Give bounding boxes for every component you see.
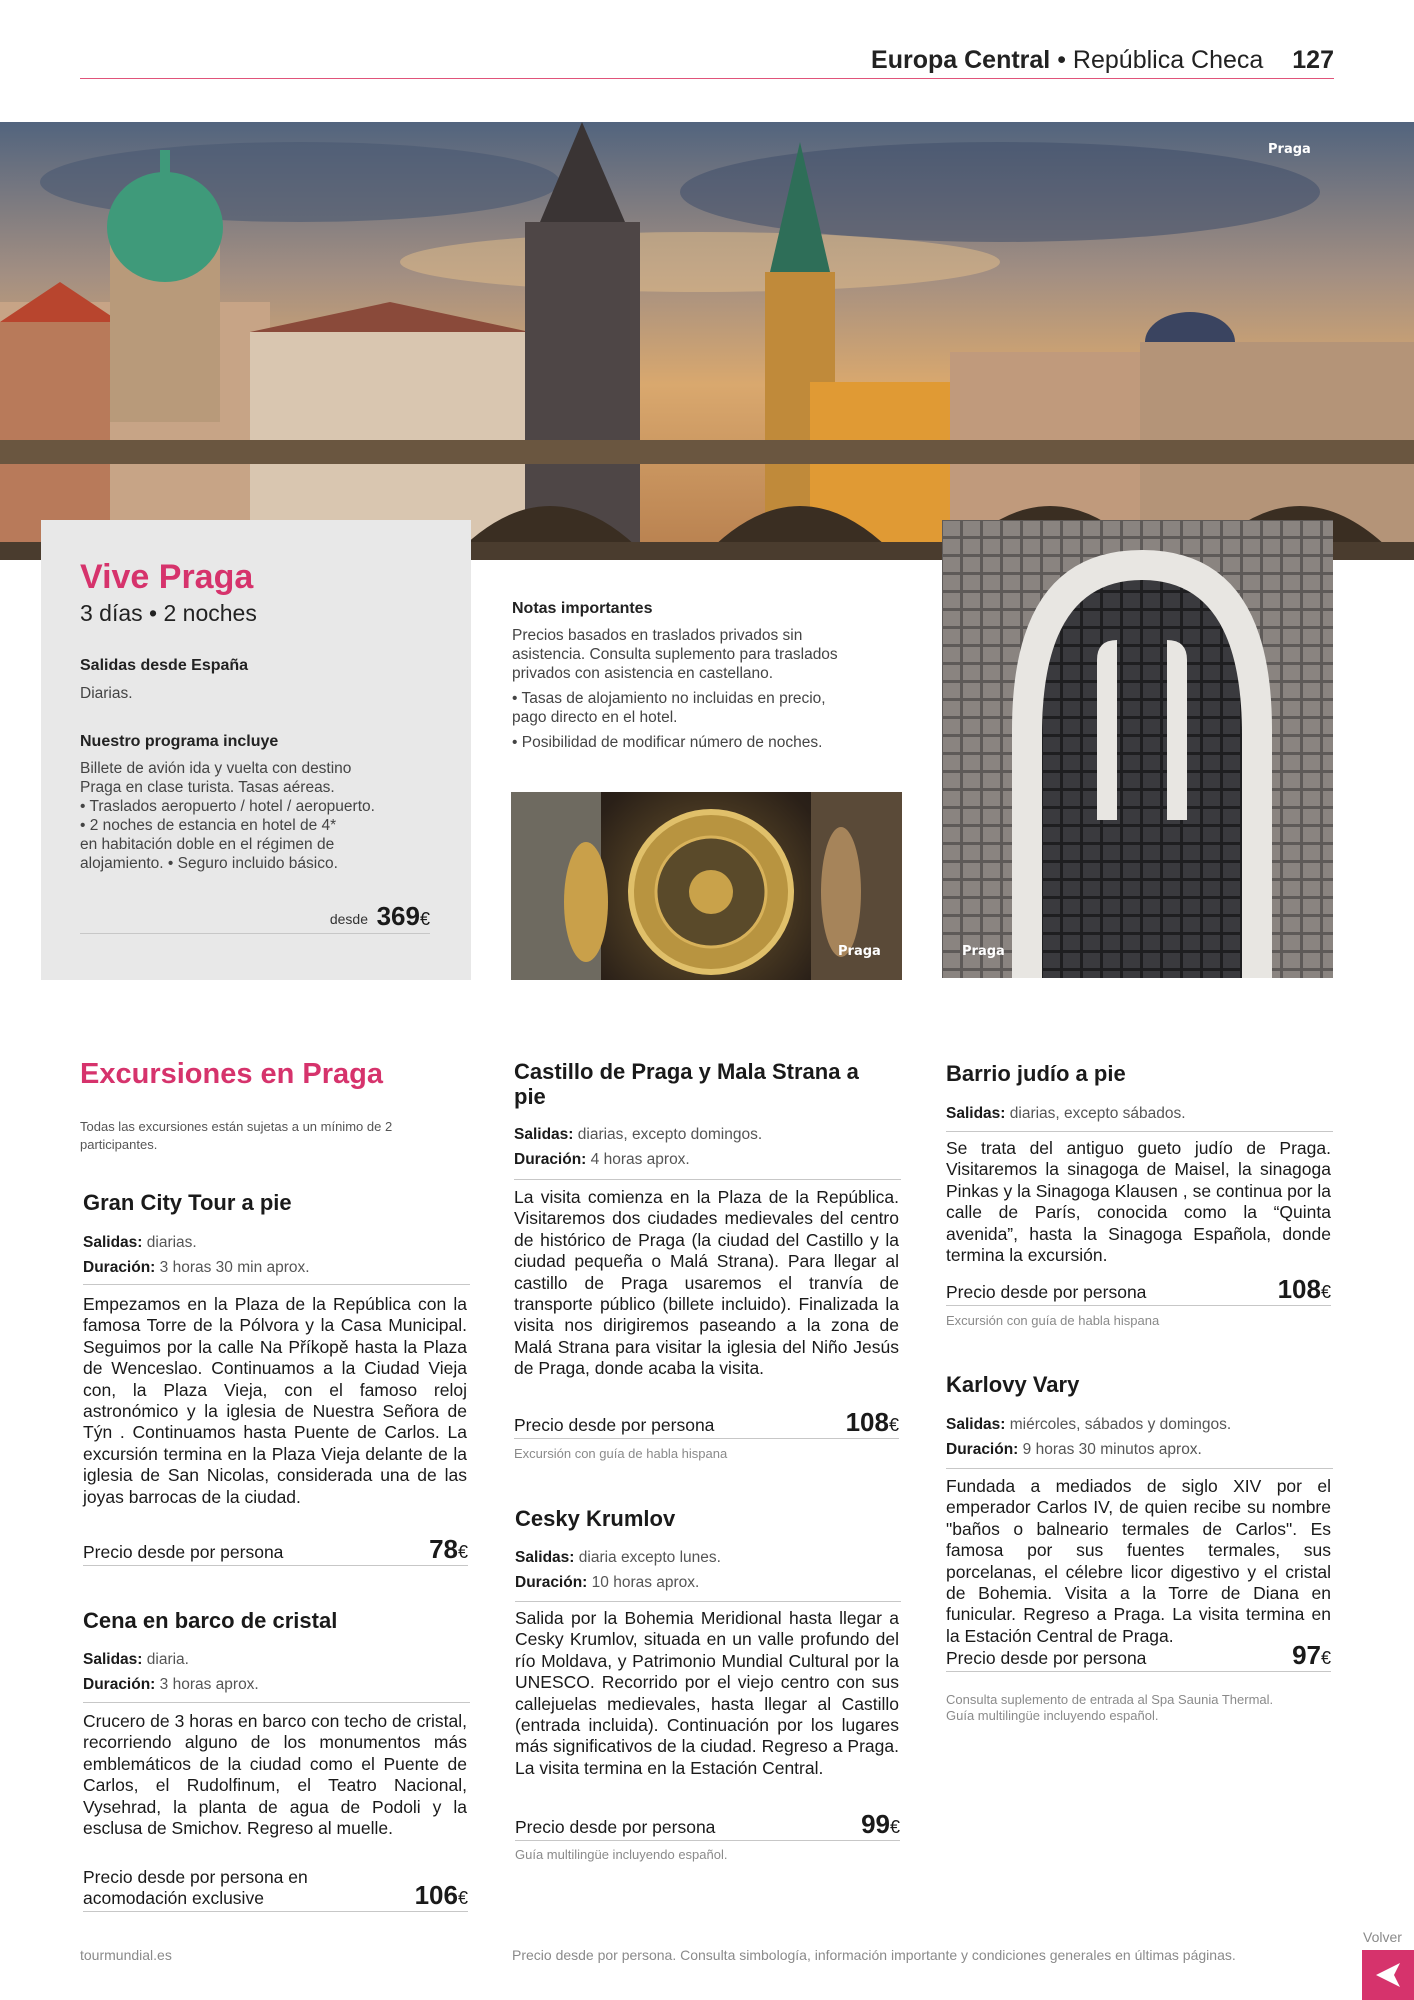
excursion-description: Crucero de 3 horas en barco con techo de cristal, recorriendo alguno de los monumentos más emblemáticos de la ciudad como el Puente de Carlos, el Rudolfinum, el Teatro Nacional, Vysehrad, la planta de agua de Podoli y la esclusa de Smichov. Regreso al muelle.: [83, 1711, 467, 1839]
includes-line: • Traslados aeropuerto / hotel / aeropuerto.: [80, 798, 375, 815]
duracion-label: Duración:: [514, 1151, 587, 1168]
excursion-duration: [514, 1147, 690, 1172]
excursion-description: Fundada a mediados de siglo XIV por el emperador Carlos IV, de quien recibe su nombre "baños o balneario termales de Carlos". Es famosa por sus fuentes termales, sus porcelanas, el célebre licor digestivo y el cristal de Bohemia. Visita a la Torre de Diana en funicular. Regreso a Praga. La visita termina en la Estación Central de Praga.: [946, 1476, 1331, 1646]
price-prefix: desde: [329, 911, 368, 927]
salidas-label: Salidas:: [83, 1234, 143, 1251]
excursion-title: Cena en barco de cristal: [83, 1608, 338, 1633]
duracion-value: 3 horas 30 min aprox.: [159, 1259, 310, 1276]
excursion-departures: [83, 1647, 189, 1672]
includes-list: [80, 759, 460, 873]
price-label: Precio desde por persona: [514, 1415, 715, 1435]
prague-skyline-illustration: [0, 122, 1414, 560]
excursion-departures: [515, 1545, 721, 1570]
excursion-description: Se trata del antiguo gueto judío de Praga. Visitaremos la sinagoga de Maisel, la sinagoga Pinkas y la Sinagoga Klausen , se continua por la calle de París, conocida como la “Quinta avenida”, hasta la Sinagoga Española, donde termina la excursión.: [946, 1138, 1331, 1266]
divider: [515, 1601, 901, 1602]
price-label: Precio desde por persona en acomodación exclusive: [83, 1867, 308, 1908]
notes-line: pago directo en el hotel.: [512, 709, 678, 726]
salidas-value: diarias, excepto domingos.: [577, 1126, 763, 1143]
price-currency: €: [1320, 1648, 1331, 1668]
astronomical-clock-photo: [511, 792, 902, 980]
excursion-duration: [83, 1672, 259, 1697]
trip-price-currency: €: [419, 909, 430, 929]
price-value: 78: [429, 1534, 458, 1564]
trip-price-value: 369: [376, 901, 420, 931]
price-value: 106: [414, 1880, 458, 1910]
salidas-value: diarias, excepto sábados.: [1009, 1105, 1186, 1122]
guide-note: Consulta suplemento de entrada al Spa Saunia Thermal. Guía multilingüe incluyendo español.: [946, 1692, 1274, 1723]
excursion-price: [415, 1880, 468, 1911]
excursion-departures: [946, 1101, 1186, 1126]
excursion-title: Cesky Krumlov: [515, 1506, 676, 1531]
excursion-price: [861, 1809, 900, 1840]
trip-price-row: [80, 900, 430, 934]
includes-line: Billete de avión ida y vuelta con destino: [80, 760, 352, 777]
duracion-label: Duración:: [515, 1574, 588, 1591]
excursion-title: Karlovy Vary: [946, 1372, 1080, 1397]
mosaic-photo: [942, 520, 1333, 978]
clock-photo-caption: Praga: [838, 944, 881, 959]
price-value: 108: [845, 1407, 889, 1437]
header-separator: •: [1057, 46, 1066, 74]
notes-line: • Tasas de alojamiento no incluidas en precio,: [512, 690, 826, 707]
notes-line: privados con asistencia en castellano.: [512, 665, 774, 682]
back-arrow-icon: [1362, 1950, 1414, 2000]
duracion-value: 10 horas aprox.: [591, 1574, 700, 1591]
mosaic-photo-caption: Praga: [962, 944, 1005, 959]
includes-line: en habitación doble en el régimen de: [80, 836, 335, 853]
excursion-departures: [946, 1412, 1231, 1437]
price-label: Precio desde por persona: [946, 1282, 1147, 1302]
excursion-price: [1278, 1274, 1331, 1305]
notes-line: Precios basados en traslados privados sin: [512, 627, 803, 644]
salidas-label: Salidas:: [83, 1651, 143, 1668]
price-currency: €: [457, 1888, 468, 1908]
notes-line: • Posibilidad de modificar número de noches.: [512, 734, 823, 751]
guide-note: Excursión con guía de habla hispana: [514, 1446, 728, 1461]
back-button[interactable]: [1362, 1950, 1414, 2000]
price-value: 97: [1292, 1640, 1321, 1670]
duracion-value: 9 horas 30 minutos aprox.: [1022, 1441, 1202, 1458]
price-label: Precio desde por persona: [515, 1817, 716, 1837]
notes-list: [512, 626, 902, 752]
notes-heading: Notas importantes: [512, 600, 653, 617]
salidas-value: diaria.: [146, 1651, 189, 1668]
excursion-price-row: [946, 1638, 1331, 1672]
trip-duration: 3 días • 2 noches: [80, 600, 257, 626]
divider: [946, 1131, 1333, 1132]
departures-text: Diarias.: [80, 685, 133, 702]
excursion-description: Salida por la Bohemia Meridional hasta llegar a Cesky Krumlov, situada en un valle profundo del río Moldava, y Patrimonio Mundial Cultural por la UNESCO. Recorrido por el viejo centro con sus callejuelas medievales, hasta llegar al Castillo (entrada incluida). Continuación por los lugares más significativos de la ciudad. Regreso a Praga. La visita termina en la Estación Central.: [515, 1608, 899, 1778]
duracion-label: Duración:: [946, 1441, 1019, 1458]
excursion-price: [429, 1534, 468, 1565]
page-number: 127: [1292, 46, 1334, 74]
mosaic-illustration: [942, 520, 1333, 978]
salidas-value: miércoles, sábados y domingos.: [1009, 1416, 1232, 1433]
includes-line: Praga en clase turista. Tasas aéreas.: [80, 779, 335, 796]
duracion-label: Duración:: [83, 1676, 156, 1693]
price-label: Precio desde por persona: [83, 1542, 284, 1562]
header-region: Europa Central: [871, 46, 1051, 74]
excursion-price-row: [515, 1807, 900, 1841]
excursion-price-row: [83, 1868, 468, 1912]
notes-line: asistencia. Consulta suplemento para traslados: [512, 646, 838, 663]
trip-title: Vive Praga: [80, 558, 254, 596]
salidas-value: diaria excepto lunes.: [578, 1549, 721, 1566]
excursion-price-row: [514, 1405, 899, 1439]
salidas-label: Salidas:: [946, 1105, 1006, 1122]
page-header: [871, 46, 1334, 75]
excursion-title: Barrio judío a pie: [946, 1061, 1126, 1086]
divider: [83, 1284, 470, 1285]
duracion-value: 3 horas aprox.: [159, 1676, 259, 1693]
hero-photo-caption: Praga: [1268, 142, 1311, 157]
back-label: Volver: [1363, 1929, 1402, 1945]
excursion-price: [846, 1407, 899, 1438]
departures-heading: Salidas desde España: [80, 657, 249, 674]
excursion-title: Gran City Tour a pie: [83, 1190, 292, 1215]
excursion-departures: [83, 1230, 197, 1255]
excursion-title: Castillo de Praga y Mala Strana a pie: [514, 1059, 859, 1109]
excursion-description: Empezamos en la Plaza de la República con la famosa Torre de la Pólvora y la Casa Municipal. Seguimos por la calle Na Příkopě hasta la Plaza de Wenceslao. Continuamos a la Ciudad Vieja con, la Plaza Vieja, con el famoso reloj astronómico y la iglesia de Nuestra Señora de Týn . Continuamos hasta Puente de Carlos. La excursión termina en la Plaza Vieja delante de la iglesia de San Nicolas, considerada una de las joyas barrocas de la ciudad.: [83, 1294, 467, 1507]
divider: [83, 1702, 470, 1703]
divider: [946, 1468, 1333, 1469]
excursion-description: La visita comienza en la Plaza de la República. Visitaremos dos ciudades medievales del centro de histórico de Praga (la ciudad del Castillo y la ciudad pequeña o Malá Strana). Para llegar al castillo de Praga usaremos el tranvía de transporte público (billete incluido). Finalizada la visita nos dirigiremos paseando a la zona de Malá Strana para visitar la iglesia del Niño Jesús de Praga, donde acaba la visita.: [514, 1187, 899, 1379]
excursion-price-row: [83, 1532, 468, 1566]
includes-line: alojamiento. • Seguro incluido básico.: [80, 855, 338, 872]
header-divider: [80, 78, 1334, 79]
price-currency: €: [1320, 1282, 1331, 1302]
excursion-departures: [514, 1122, 762, 1147]
hero-photo-prague: [0, 122, 1414, 560]
includes-line: • 2 noches de estancia en hotel de 4*: [80, 817, 337, 834]
excursion-duration: [946, 1437, 1202, 1462]
guide-note: Excursión con guía de habla hispana: [946, 1313, 1160, 1328]
excursions-title: Excursiones en Praga: [80, 1058, 384, 1090]
price-value: 108: [1277, 1274, 1321, 1304]
price-currency: €: [888, 1415, 899, 1435]
price-currency: €: [889, 1817, 900, 1837]
salidas-label: Salidas:: [514, 1126, 574, 1143]
guide-note: Guía multilingüe incluyendo español.: [515, 1847, 728, 1862]
price-currency: €: [457, 1542, 468, 1562]
divider: [514, 1179, 901, 1180]
excursion-price-row: [946, 1272, 1331, 1306]
includes-heading: Nuestro programa incluye: [80, 733, 279, 750]
duracion-label: Duración:: [83, 1259, 156, 1276]
footer-disclaimer: Precio desde por persona. Consulta simbología, información importante y condiciones generales en últimas páginas.: [512, 1947, 1236, 1963]
excursion-duration: [83, 1255, 310, 1280]
salidas-label: Salidas:: [515, 1549, 575, 1566]
salidas-value: diarias.: [146, 1234, 197, 1251]
salidas-label: Salidas:: [946, 1416, 1006, 1433]
duracion-value: 4 horas aprox.: [590, 1151, 690, 1168]
price-label: Precio desde por persona: [946, 1648, 1147, 1668]
excursions-note: Todas las excursiones están sujetas a un mínimo de 2 participantes.: [80, 1119, 393, 1152]
footer-site: tourmundial.es: [80, 1947, 172, 1963]
trip-price: [377, 901, 430, 932]
excursion-price: [1292, 1640, 1331, 1671]
price-value: 99: [861, 1809, 890, 1839]
excursion-duration: [515, 1570, 699, 1595]
header-country: República Checa: [1072, 46, 1264, 74]
